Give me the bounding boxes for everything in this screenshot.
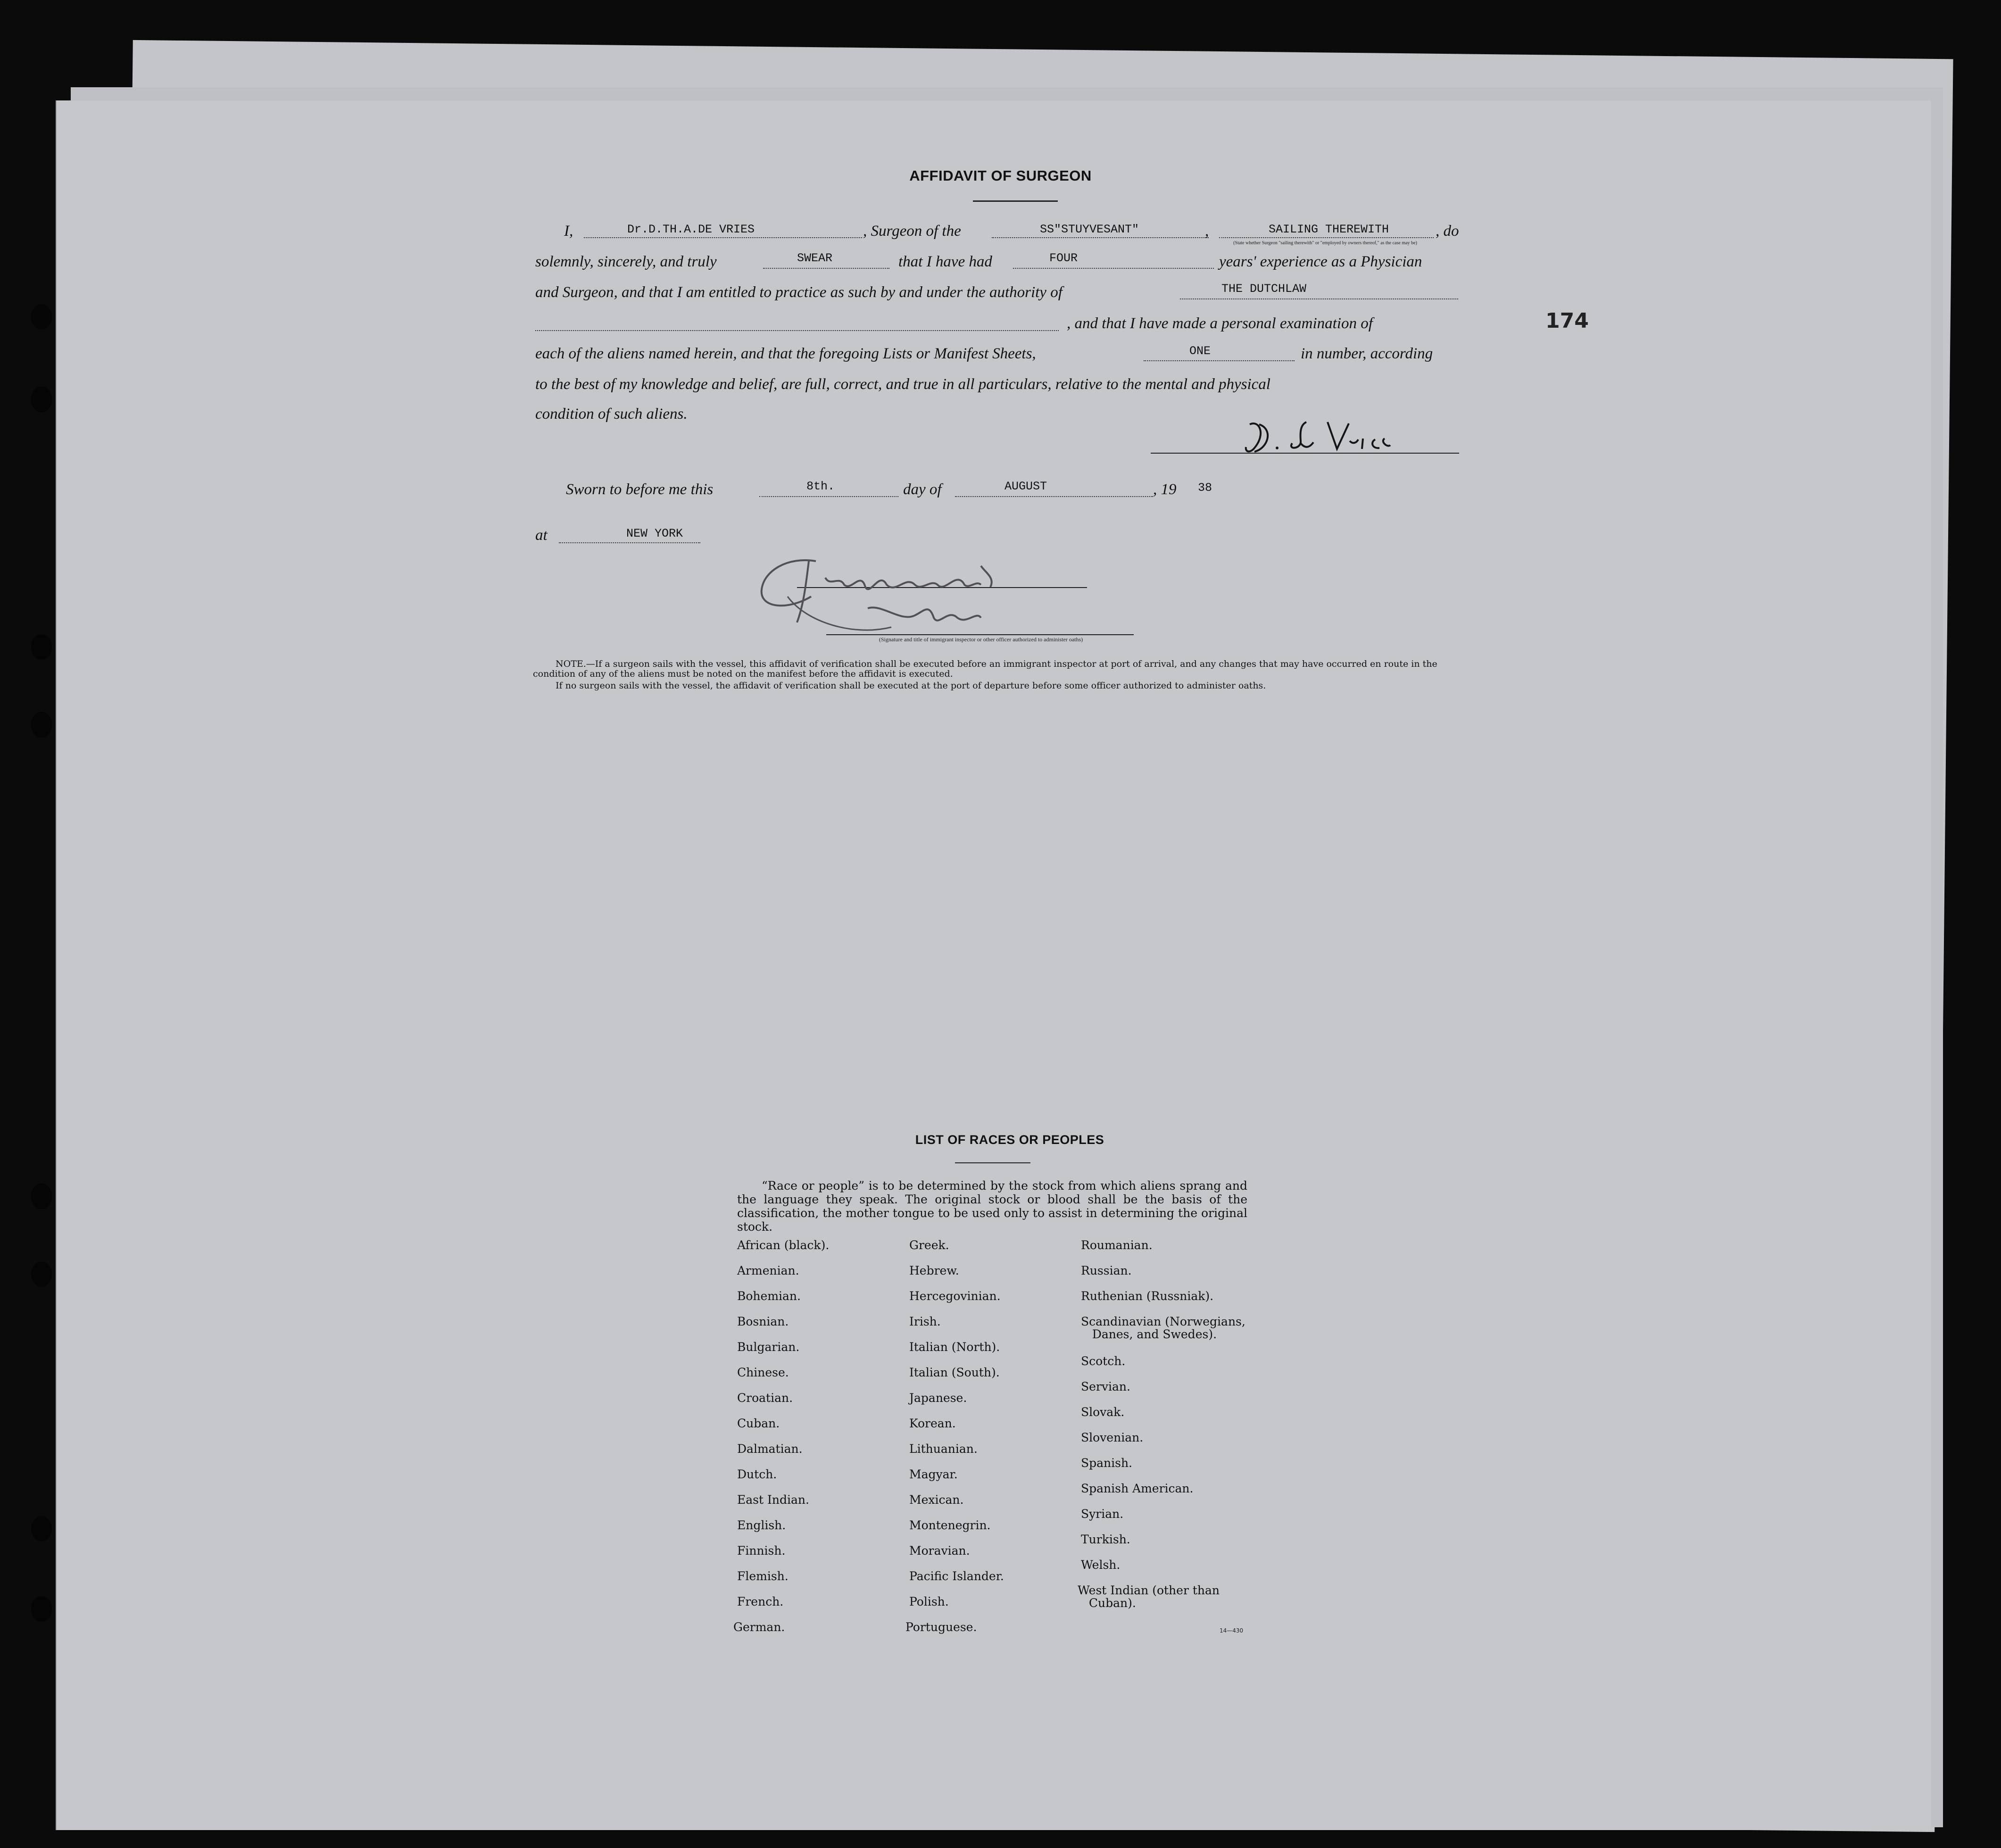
inspector-caption: (Signature and title of immigrant inspector or other officer authorized to administer oaths) bbox=[879, 636, 1083, 643]
place-blank bbox=[559, 542, 700, 543]
authority: THE DUTCHLAW bbox=[1221, 282, 1307, 296]
race-item: Portuguese. bbox=[905, 1620, 977, 1634]
sworn-month: AUGUST bbox=[1005, 480, 1047, 493]
sailing-status: SAILING THEREWITH bbox=[1269, 223, 1389, 236]
race-item: Hercegovinian. bbox=[909, 1289, 1001, 1303]
sworn-place: NEW YORK bbox=[626, 527, 683, 540]
punch-hole bbox=[31, 634, 52, 660]
line1-post: , bbox=[1205, 223, 1209, 240]
race-item: Slovenian. bbox=[1081, 1431, 1144, 1444]
years-blank bbox=[1013, 268, 1214, 269]
line4-end: , and that I have made a personal examination of bbox=[1067, 315, 1373, 332]
race-item: Chinese. bbox=[737, 1366, 789, 1379]
oath-blank bbox=[763, 268, 889, 269]
race-item: Flemish. bbox=[737, 1569, 789, 1583]
race-item: Italian (North). bbox=[909, 1340, 1000, 1354]
race-item: Armenian. bbox=[737, 1264, 799, 1277]
race-item: French. bbox=[737, 1595, 784, 1608]
race-item: Lithuanian. bbox=[909, 1442, 978, 1456]
punch-hole bbox=[31, 387, 52, 412]
race-item: Montenegrin. bbox=[909, 1518, 991, 1532]
punch-hole bbox=[31, 712, 52, 738]
race-item: German. bbox=[733, 1620, 785, 1634]
race-item: Magyar. bbox=[909, 1467, 958, 1481]
years-count: FOUR bbox=[1049, 251, 1078, 265]
race-item: Spanish. bbox=[1081, 1456, 1133, 1470]
race-item: Moravian. bbox=[909, 1544, 970, 1558]
punch-hole bbox=[31, 1261, 52, 1287]
race-item: West Indian (other than Cuban). bbox=[1078, 1583, 1220, 1610]
status-blank bbox=[1219, 237, 1434, 238]
line6: to the best of my knowledge and belief, are full, correct, and true in all particulars, relative to the mental and physical bbox=[535, 376, 1270, 393]
punch-hole bbox=[31, 1184, 52, 1209]
race-item: Japanese. bbox=[909, 1391, 967, 1405]
race-item: Italian (South). bbox=[909, 1366, 1000, 1379]
race-item: Bosnian. bbox=[737, 1315, 789, 1328]
race-item: Servian. bbox=[1081, 1380, 1130, 1393]
punch-hole bbox=[31, 1596, 52, 1622]
page-number: 174 bbox=[1545, 309, 1589, 333]
sworn-mid: day of bbox=[903, 481, 942, 498]
races-title: LIST OF RACES OR PEOPLES bbox=[915, 1133, 1104, 1147]
form-number: 14—430 bbox=[1220, 1627, 1244, 1634]
authority-cont-blank bbox=[535, 330, 1059, 331]
punch-hole bbox=[31, 1516, 52, 1541]
race-item: Dutch. bbox=[737, 1467, 777, 1481]
line5-end: in number, according bbox=[1301, 345, 1433, 362]
race-item: Roumanian. bbox=[1081, 1238, 1153, 1252]
line5-pre: each of the aliens named herein, and that the foregoing Lists or Manifest Sheets, bbox=[535, 345, 1036, 362]
race-item: Polish. bbox=[909, 1595, 949, 1608]
race-item: Slovak. bbox=[1081, 1405, 1125, 1419]
line3-pre: and Surgeon, and that I am entitled to practice as such by and under the authority of bbox=[535, 284, 1063, 301]
sworn-day: 8th. bbox=[806, 480, 835, 493]
sworn-year: 38 bbox=[1198, 481, 1212, 495]
race-item: Turkish. bbox=[1081, 1533, 1130, 1546]
race-item: Bulgarian. bbox=[737, 1340, 800, 1354]
sworn-pre: Sworn to before me this bbox=[566, 481, 714, 498]
race-item: Greek. bbox=[909, 1238, 949, 1252]
punch-hole bbox=[31, 304, 52, 330]
line2-pre: solemnly, sincerely, and truly bbox=[535, 253, 717, 270]
race-item: Russian. bbox=[1081, 1264, 1132, 1277]
race-item: Bohemian. bbox=[737, 1289, 801, 1303]
note-1: NOTE.—If a surgeon sails with the vessel, this affidavit of verification shall be executed before an immigrant inspector at port of arrival, and any changes that may have occurred en route in the condition of any of the aliens must be noted on the manifest before the affidavit is executed. bbox=[533, 659, 1437, 679]
inspector-signature-line bbox=[826, 634, 1134, 635]
race-item: Scandinavian (Norwegians, Danes, and Swedes). bbox=[1081, 1315, 1245, 1341]
race-item: Syrian. bbox=[1081, 1507, 1124, 1521]
race-item: Spanish American. bbox=[1081, 1482, 1194, 1495]
race-item: Mexican. bbox=[909, 1493, 964, 1507]
line2-end: years' experience as a Physician bbox=[1219, 253, 1422, 270]
oath-word: SWEAR bbox=[797, 251, 833, 265]
inspector-signature bbox=[759, 552, 1023, 639]
races-intro: “Race or people” is to be determined by the stock from which aliens sprang and the language they speak. The original stock or blood shall be the basis of the classification, the mother tongue to be used only to assist in determining the original stock. bbox=[737, 1179, 1247, 1234]
name-blank bbox=[584, 237, 862, 238]
race-item: Irish. bbox=[909, 1315, 941, 1328]
race-item: Korean. bbox=[909, 1417, 956, 1430]
affidavit-title: AFFIDAVIT OF SURGEON bbox=[909, 167, 1092, 184]
race-item: English. bbox=[737, 1518, 786, 1532]
at-label: at bbox=[535, 527, 548, 544]
sheets-blank bbox=[1144, 360, 1295, 361]
race-item: African (black). bbox=[737, 1238, 830, 1252]
race-item: Dalmatian. bbox=[737, 1442, 803, 1456]
sworn-post: , 19 bbox=[1153, 481, 1177, 498]
line7: condition of such aliens. bbox=[535, 406, 688, 423]
race-item: Hebrew. bbox=[909, 1264, 959, 1277]
race-item: Cuban. bbox=[737, 1417, 780, 1430]
note-2: If no surgeon sails with the vessel, the affidavit of verification shall be executed at the port of departure before some officer authorized to administer oaths. bbox=[556, 680, 1266, 691]
line1-pre: I, bbox=[564, 223, 573, 240]
race-item: East Indian. bbox=[737, 1493, 809, 1507]
surgeon-signature bbox=[1240, 415, 1401, 460]
sailing-note: (State whether Surgeon "sailing therewith" or "employed by owners thereof," as the case may be) bbox=[1233, 240, 1417, 246]
race-item: Ruthenian (Russniak). bbox=[1081, 1289, 1214, 1303]
surgeon-name: Dr.D.TH.A.DE VRIES bbox=[627, 223, 755, 236]
vessel-name: SS"STUYVESANT" bbox=[1040, 223, 1139, 236]
day-blank bbox=[759, 496, 898, 497]
race-item: Pacific Islander. bbox=[909, 1569, 1004, 1583]
race-item: Croatian. bbox=[737, 1391, 793, 1405]
title-underline bbox=[973, 200, 1058, 202]
authority-blank bbox=[1180, 298, 1458, 299]
vessel-blank bbox=[992, 237, 1209, 238]
line1-mid: , Surgeon of the bbox=[863, 223, 961, 240]
sheets-count: ONE bbox=[1189, 344, 1211, 358]
line2-mid: that I have had bbox=[898, 253, 992, 270]
line1-end: , do bbox=[1436, 223, 1459, 240]
races-underline bbox=[955, 1162, 1030, 1163]
race-item: Finnish. bbox=[737, 1544, 786, 1558]
race-item: Welsh. bbox=[1081, 1558, 1121, 1572]
race-item: Scotch. bbox=[1081, 1354, 1126, 1368]
month-blank bbox=[955, 496, 1153, 497]
